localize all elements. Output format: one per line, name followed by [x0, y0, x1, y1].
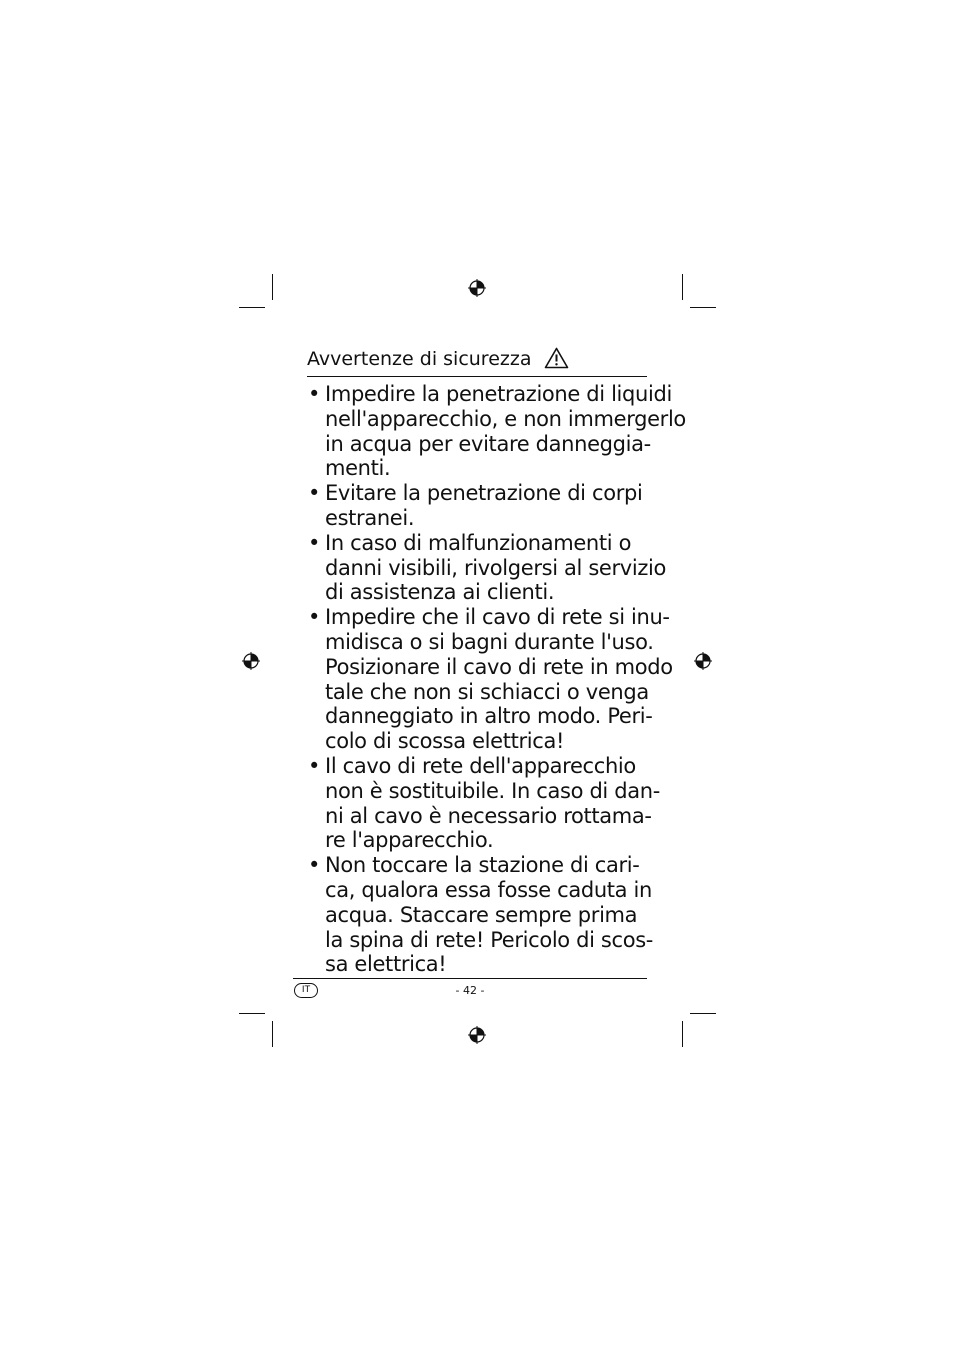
bullet: •	[308, 853, 321, 878]
text-line: colo di scossa elettrica!	[325, 729, 565, 754]
text-line: Impedire la penetrazione di liquidi	[325, 382, 672, 406]
bullet: •	[308, 753, 321, 778]
text-line: la spina di rete! Pericolo di scos-	[325, 927, 654, 952]
text-line: midisca o si bagni durante l'uso.	[325, 629, 654, 654]
text-line: acqua. Staccare sempre prima	[325, 902, 638, 927]
list-item	[308, 382, 686, 481]
crop-mark	[272, 1021, 273, 1047]
list-item	[308, 853, 654, 977]
text-line: In caso di malfunzionamenti o	[325, 530, 632, 555]
footer-rule	[293, 978, 647, 979]
registration-mark-icon	[468, 279, 486, 297]
section-heading	[307, 346, 647, 372]
text-line: re l'apparecchio.	[325, 828, 494, 853]
text-line: Posizionare il cavo di rete in modo	[325, 654, 673, 679]
page-number: - 42 -	[455, 984, 485, 997]
registration-mark-icon	[242, 652, 260, 670]
text-line: sa elettrica!	[325, 952, 447, 977]
list-item	[308, 753, 660, 853]
bullet: •	[308, 530, 321, 555]
registration-mark-icon	[694, 652, 712, 670]
list-item	[308, 530, 667, 605]
safety-warnings-list	[308, 382, 686, 977]
text-line: in acqua per evitare danneggia-	[325, 431, 651, 456]
crop-mark	[272, 274, 273, 300]
text-line: Il cavo di rete dell'apparecchio	[325, 753, 636, 778]
text-line: non è sostituibile. In caso di dan-	[325, 778, 660, 803]
crop-mark	[239, 307, 265, 308]
text-line: menti.	[325, 456, 391, 481]
crop-mark	[239, 1013, 265, 1014]
list-item	[308, 481, 648, 531]
bullet: •	[308, 382, 321, 406]
text-line: danni visibili, rivolgersi al servizio	[325, 555, 667, 580]
text-line: tale che non si schiacci o venga	[325, 679, 649, 704]
registration-mark-icon	[468, 1026, 486, 1044]
text-line: di assistenza ai clienti.	[325, 580, 555, 605]
language-badge: IT	[294, 983, 318, 998]
text-line: Non toccare la stazione di cari-	[325, 853, 640, 878]
text-line: ca, qualora essa fosse caduta in	[325, 877, 652, 902]
crop-mark	[682, 1021, 683, 1047]
warning-triangle-icon	[544, 347, 569, 369]
bullet: •	[308, 605, 321, 630]
text-line: danneggiato in altro modo. Peri-	[325, 704, 653, 729]
bullet: •	[308, 481, 321, 506]
crop-mark	[690, 307, 716, 308]
text-line: nell'apparecchio, e non immergerlo	[325, 406, 686, 431]
crop-mark	[682, 274, 683, 300]
crop-mark	[690, 1013, 716, 1014]
text-line: Impedire che il cavo di rete si inu-	[325, 605, 670, 630]
heading-rule	[307, 376, 647, 377]
text-line: ni al cavo è necessario rottama-	[325, 803, 652, 828]
text-line: Evitare la penetrazione di corpi	[325, 481, 643, 506]
list-item	[308, 605, 673, 754]
section-title: Avvertenze di sicurezza	[307, 348, 532, 370]
text-line: estranei.	[325, 505, 415, 530]
